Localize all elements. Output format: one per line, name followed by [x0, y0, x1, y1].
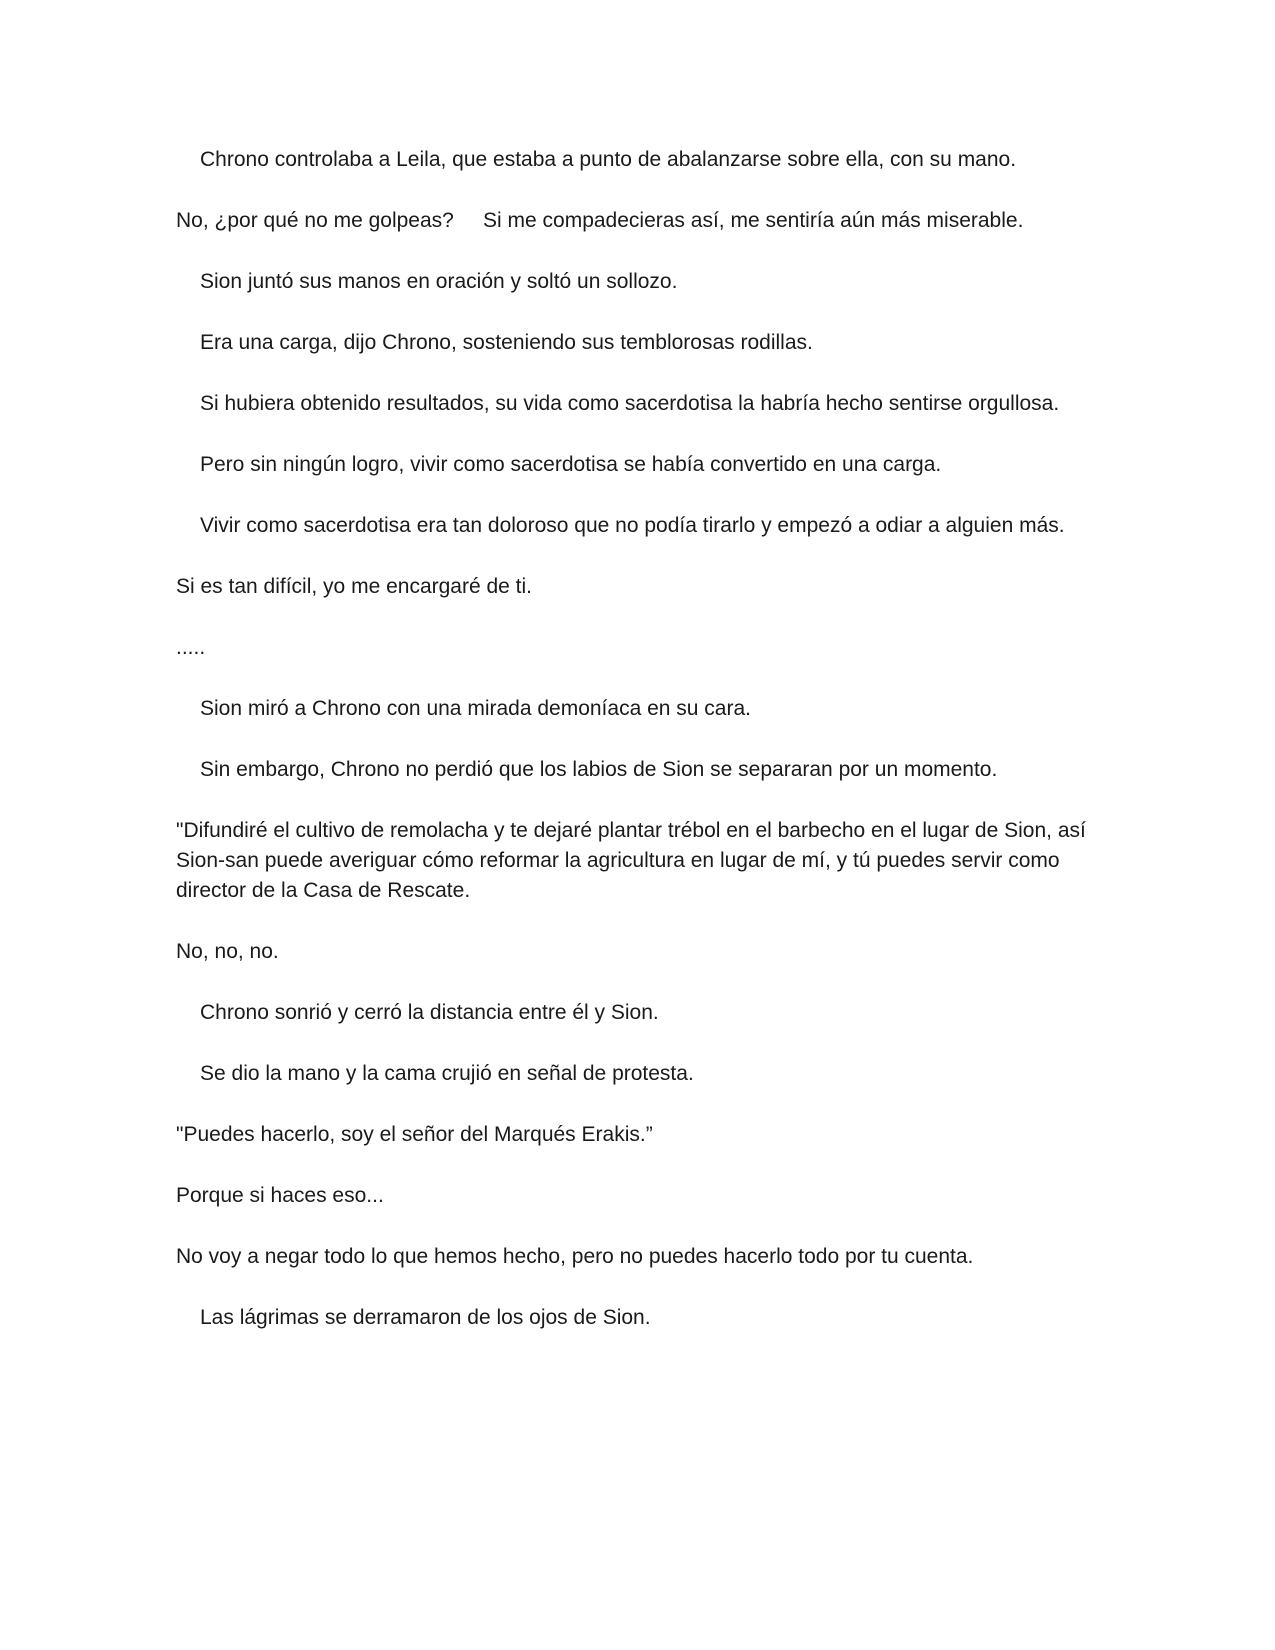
paragraph: Sin embargo, Chrono no perdió que los labios de Sion se separaran por un momento.: [200, 758, 998, 781]
paragraph: "Puedes hacerlo, soy el señor del Marqués Erakis.”: [176, 1123, 653, 1146]
paragraph: .....: [176, 636, 206, 659]
paragraph: Las lágrimas se derramaron de los ojos de Sion.: [200, 1306, 651, 1329]
paragraph: No, no, no.: [176, 940, 279, 963]
paragraph: Sion juntó sus manos en oración y soltó un sollozo.: [200, 270, 678, 293]
paragraph: Porque si haces eso...: [176, 1184, 384, 1207]
paragraph: Sion miró a Chrono con una mirada demoníaca en su cara.: [200, 697, 751, 720]
document-body: [176, 145, 1096, 1364]
paragraph: No, ¿por qué no me golpeas? Si me compadecieras así, me sentiría aún más miserable.: [176, 209, 1024, 232]
paragraph: Si hubiera obtenido resultados, su vida como sacerdotisa la habría hecho sentirse orgullosa.: [200, 392, 1060, 415]
paragraph: Chrono controlaba a Leila, que estaba a punto de abalanzarse sobre ella, con su mano.: [200, 148, 1017, 171]
paragraph: Vivir como sacerdotisa era tan doloroso que no podía tirarlo y empezó a odiar a alguien más.: [200, 514, 1065, 537]
paragraph: No voy a negar todo lo que hemos hecho, pero no puedes hacerlo todo por tu cuenta.: [176, 1245, 974, 1268]
paragraph: Pero sin ningún logro, vivir como sacerdotisa se había convertido en una carga.: [200, 453, 942, 476]
paragraph: Si es tan difícil, yo me encargaré de ti.: [176, 575, 533, 598]
paragraph: Se dio la mano y la cama crujió en señal de protesta.: [200, 1062, 694, 1085]
paragraph: Chrono sonrió y cerró la distancia entre él y Sion.: [200, 1001, 659, 1024]
paragraph: "Difundiré el cultivo de remolacha y te dejaré plantar trébol en el barbecho en el lugar de Sion, así Sion-san puede averiguar cómo reformar la agricultura en lugar de mí, y tú puedes servir como director de la Casa de Rescate.: [176, 819, 1092, 902]
paragraph: Era una carga, dijo Chrono, sosteniendo sus temblorosas rodillas.: [200, 331, 813, 354]
